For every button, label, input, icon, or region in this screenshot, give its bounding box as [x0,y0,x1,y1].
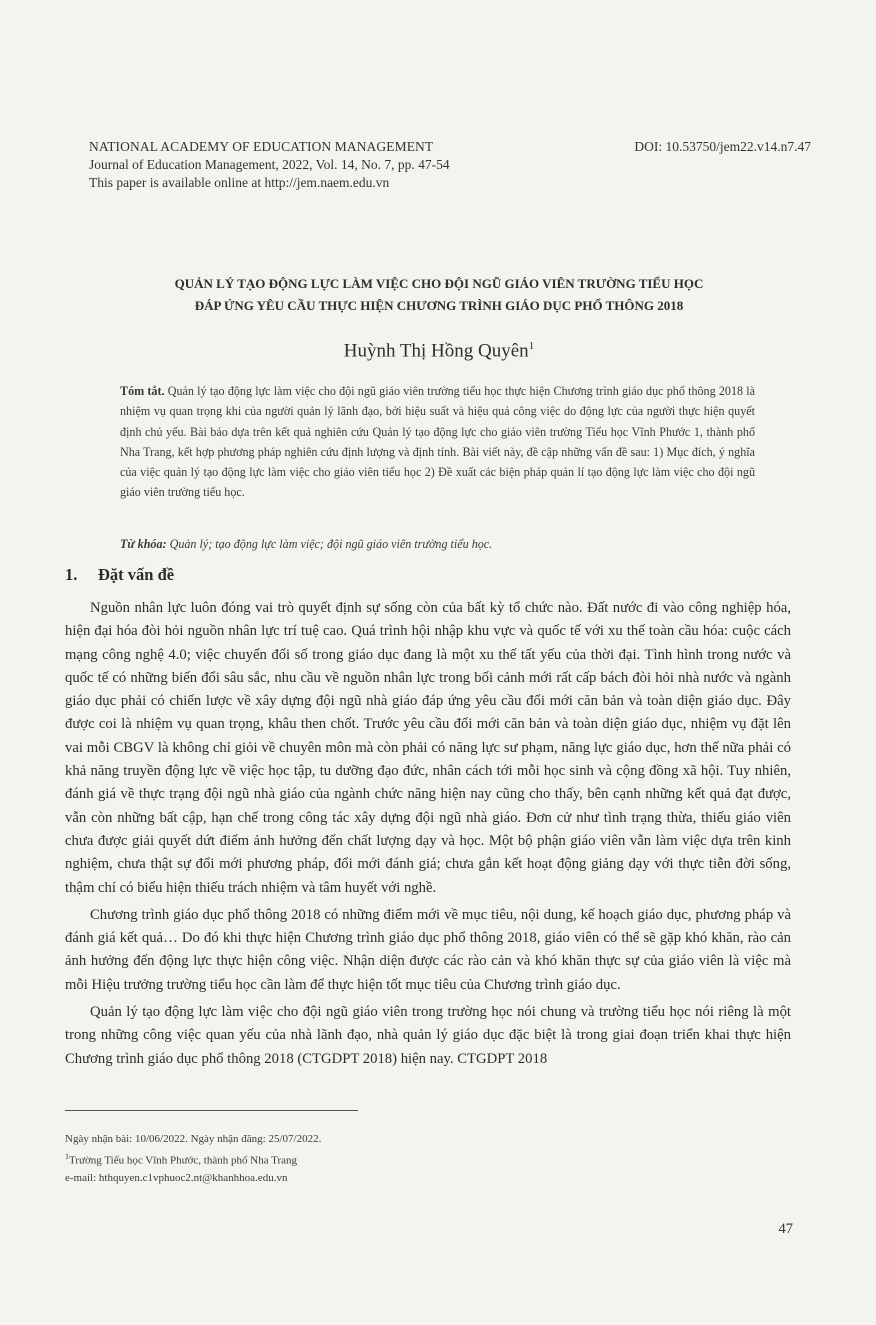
paragraph: Quản lý tạo động lực làm việc cho đội ngũ giáo viên trong trường học nói chung và trường tiểu học nói riêng là một trong những công việc quan yếu của nhà lãnh đạo, nhà quản lý giáo dục đặc biệt là trong giai đoạn triển khai thực hiện Chương trình giáo dục phổ thông 2018 (CTGDPT 2018) hiện nay. CTGDPT 2018 [65,1004,791,1067]
abstract-label: Tóm tắt. [120,384,165,398]
section-heading [65,563,174,587]
author-footnote-mark: 1 [528,340,535,352]
paper-title [89,273,789,317]
paragraph: Nguồn nhân lực luôn đóng vai trò quyết định sự sống còn của bất kỳ tổ chức nào. Đất nước đi vào công nghiệp hóa, hiện đại hóa đòi hỏi nguồn nhân lực trí tuệ cao. Quá trình hội nhập khu vực và quốc tế với xu thế toàn cầu hóa: cuộc cách mạng công nghệ 4.0; việc chuyển đổi số trong giáo dục đang là một xu thế tất yếu của thời đại. Tình hình trong nước và quốc tế có những biến đổi sâu sắc, nhu cầu về nguồn nhân lực trong bối cảnh mới rất cấp bách đòi hỏi nhà nước và ngành giáo dục phải có chiến lược về xây dựng đội ngũ nhà giáo đáp ứng yêu cầu đổi mới căn bản và toàn diện giáo dục. Đây được coi là nhiệm vụ quan trọng, khâu then chốt. Trước yêu cầu đổi mới căn bản và toàn diện giáo dục, nhiệm vụ đặt lên vai mỗi CBGV là không chỉ giỏi về chuyên môn mà còn phải có năng lực sư phạm, năng lực giáo dục, hơn thế nữa phải có khả năng truyền động lực về việc học tập, tu dưỡng đạo đức, nhân cách tới mỗi học sinh và cộng đồng xã hội. Tuy nhiên, đánh giá về thực trạng đội ngũ nhà giáo của ngành chức năng hiện nay cũng cho thấy, bên cạnh những kết quả đạt được, vẫn còn những bất cập, hạn chế trong công tác xây dựng đội ngũ nhà giáo. Đơn cử như tình trạng thừa, thiếu giáo viên chưa được giải quyết dứt điểm ảnh hưởng đến chất lượng dạy và học. Một bộ phận giáo viên vẫn làm việc dựa trên kinh nghiệm, chưa thật sự đổi mới phương pháp, đổi mới đánh giá; chưa gắn kết hoạt động giảng dạy với thực tiễn đời sống, thậm chí có biểu hiện thiếu trách nhiệm và tâm huyết với nghề. [65,600,791,896]
doi: DOI: 10.53750/jem22.v14.n7.47 [634,139,811,154]
footnote-divider [65,1110,358,1111]
author-email: e-mail: hthquyen.c1vphuoc2.nt@khanhhoa.edu.vn [65,1171,288,1184]
keywords [120,534,760,554]
title-line-2: ĐÁP ỨNG YÊU CẦU THỰC HIỆN CHƯƠNG TRÌNH GIÁO DỤC PHỔ THÔNG 2018 [194,298,684,313]
abstract [120,381,755,503]
page-number: 47 [778,1221,793,1237]
author-name: Huỳnh Thị Hồng Quyên [343,340,529,362]
keywords-text: Quản lý; tạo động lực làm việc; đội ngũ giáo viên trường tiểu học. [166,537,493,551]
affiliation [65,1148,321,1170]
author [89,334,789,363]
keywords-label: Từ khóa: [120,537,167,551]
journal-citation: Journal of Education Management, 2022, Vol. 14, No. 7, pp. 47-54 [89,157,450,172]
footnotes [65,1131,321,1187]
received-dates: Ngày nhận bài: 10/06/2022. Ngày nhận đăng: 25/07/2022. [65,1133,322,1145]
online-availability: This paper is available online at http://jem.naem.edu.vn [89,175,390,190]
section-number: 1. [65,565,78,584]
title-line-1: QUẢN LÝ TẠO ĐỘNG LỰC LÀM VIỆC CHO ĐỘI NGŨ GIÁO VIÊN TRƯỜNG TIỂU HỌC [174,276,704,291]
affiliation-mark: 1 [65,1152,69,1161]
publisher-name: NATIONAL ACADEMY OF EDUCATION MANAGEMENT [89,139,434,154]
abstract-text: Quản lý tạo động lực làm việc cho đội ngũ giáo viên trường tiểu học thực hiện Chương trình giáo dục phổ thông 2018 là nhiệm vụ quan trọng khi của người quản lý lãnh đạo, bởi hiệu suất và hiệu quả công việc do động lực của người thực hiện quyết định chủ yếu. Bài báo dựa trên kết quả nghiên cứu Quản lý tạo động lực cho giáo viên trường Tiểu học Vĩnh Phước 1, thành phố Nha Trang, kết hợp phương pháp nghiên cứu định lượng và định tính. Bài viết này, đề cập những vấn đề sau: 1) Mục đích, ý nghĩa của việc quản lý tạo động lực làm việc cho giáo viên tiểu học 2) Đề xuất các biện pháp quản lí tạo động lực làm việc cho đội ngũ giáo viên trường tiểu học. [120,384,755,500]
journal-header [89,138,450,192]
paragraph: Chương trình giáo dục phổ thông 2018 có những điểm mới về mục tiêu, nội dung, kế hoạch giáo dục, phương pháp và đánh giá kết quả… Do đó khi thực hiện Chương trình giáo dục phổ thông 2018, giáo viên có thể sẽ gặp khó khăn, rào cản ảnh hưởng đến động lực thực hiện công việc. Nhận diện được các rào cản và khó khăn thực sự của giáo viên là việc mà mỗi Hiệu trưởng trường tiểu học cần làm để thực hiện tốt mục tiêu của Chương trình giáo dục. [65,906,791,993]
section-title: Đặt vấn đề [98,565,175,584]
affiliation-text: Trường Tiểu học Vĩnh Phước, thành phố Nha Trang [69,1154,298,1167]
body-text [65,597,791,1071]
